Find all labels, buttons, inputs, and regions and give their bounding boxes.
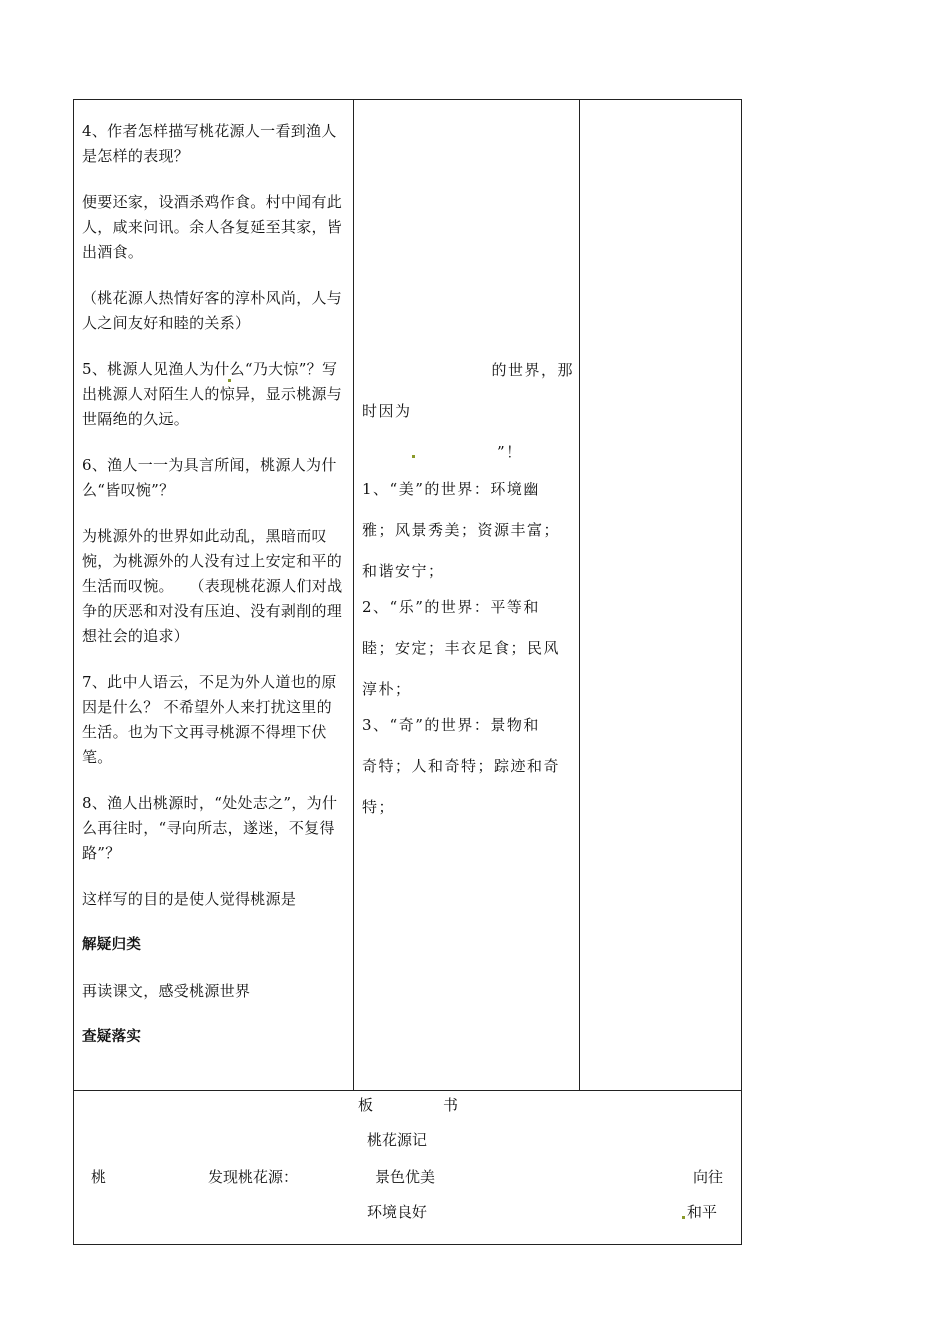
qi-line-2: 奇特；人和奇特；踪迹和奇: [362, 757, 561, 775]
mei-line-2: 雅；风景秀美；资源丰富；: [362, 521, 561, 539]
column-divider-1: [353, 99, 354, 1091]
reread-instruction: 再读课文，感受桃源世界: [82, 982, 251, 1000]
answer-8: 这样写的目的是使人觉得桃源是: [82, 890, 297, 908]
board-row2-center: 环境良好: [367, 1203, 428, 1221]
left-column: [82, 119, 346, 1071]
le-line-1: 2、“乐”的世界：平等和: [362, 598, 540, 616]
board-row1-mid: 发现桃花源：: [208, 1168, 299, 1186]
qi-line-3: 特；: [362, 798, 396, 816]
answer-4: 便要还家，设酒杀鸡作食。村中闻有此人，咸来问讯。余人各复延至其家，皆出酒食。: [82, 193, 343, 261]
column-divider-2: [579, 99, 580, 1091]
board-row2-right: 和平: [687, 1203, 718, 1221]
speck-mark: [412, 455, 415, 458]
question-4: 4、作者怎样描写桃花源人一看到渔人是怎样的表现？: [82, 122, 337, 165]
board-heading-shu: 书: [443, 1096, 459, 1114]
world-line-1: 的世界，那: [491, 361, 574, 379]
board-row1-center: 景色优美: [375, 1168, 436, 1186]
question-8: 8、渔人出桃源时，“处处志之”，为什么再往时，“寻向所志，遂迷，不复得路”？: [82, 794, 338, 862]
note-4: （桃花源人热情好客的淳朴风尚，人与人之间友好和睦的关系）: [82, 289, 343, 332]
mei-line-3: 和谐安宁；: [362, 562, 445, 580]
section-heading-verify: 查疑落实: [82, 1029, 142, 1045]
qi-line-1: 3、“奇”的世界：景物和: [362, 716, 540, 734]
answer-6: 为桃源外的世界如此动乱，黑暗而叹惋，为桃源外的人没有过上安定和平的生活而叹惋。 （表现桃花源人们对战争的厌恶和对没有压迫、没有剥削的理想社会的追求）: [82, 527, 343, 645]
question-6: 6、渔人一一为具言所闻，桃源人为什么“皆叹惋”？: [82, 456, 337, 499]
board-row1-right: 向往: [693, 1168, 724, 1186]
section-heading-classify: 解疑归类: [82, 937, 142, 953]
le-line-2: 睦；安定；丰衣足食；民风: [362, 639, 561, 657]
speck-mark: [228, 379, 231, 382]
le-line-3: 淳朴；: [362, 680, 412, 698]
world-line-2: 时因为: [362, 402, 412, 420]
speck-mark: [682, 1216, 685, 1219]
blackboard-section: [73, 1091, 742, 1245]
board-title: 桃花源记: [367, 1131, 428, 1149]
question-5: 5、桃源人见渔人为什么“乃大惊”？写出桃源人对陌生人的惊异，显示桃源与世隔绝的久远。: [82, 360, 343, 428]
question-7: 7、此中人语云，不足为外人道也的原因是什么？ 不希望外人来打扰这里的生活。也为下文再寻桃源不得埋下伏笔。: [82, 673, 337, 766]
board-row1-left: 桃: [91, 1168, 107, 1186]
mei-line-1: 1、“美”的世界：环境幽: [362, 480, 540, 498]
world-line-3: ”！: [497, 443, 523, 461]
board-heading-ban: 板: [358, 1096, 374, 1114]
